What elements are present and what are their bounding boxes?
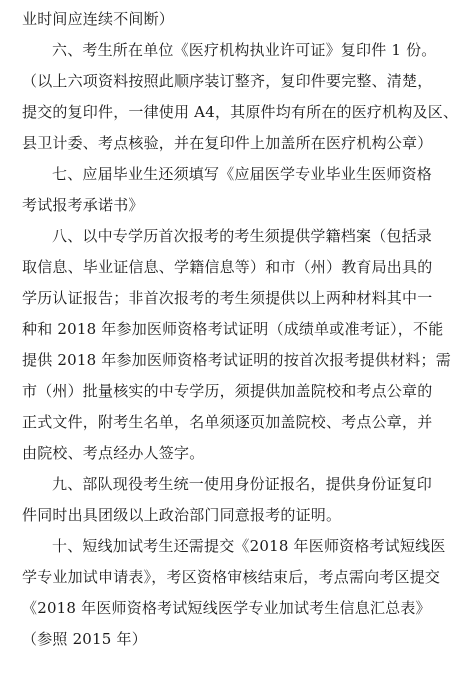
- text-line: 八、以中专学历首次报考的考生须提供学籍档案（包括录: [52, 227, 433, 245]
- text-line: 六、考生所在单位《医疗机构执业许可证》复印件 1 份。: [52, 41, 437, 59]
- text-line: （参照 2015 年）: [22, 630, 147, 648]
- text-line: 学历认证报告；非首次报考的考生须提供以上两种材料其中一: [22, 289, 433, 307]
- text-line: 市（州）批量核实的中专学历，须提供加盖院校和考点公章的: [22, 382, 433, 400]
- text-line: 提交的复印件，一律使用 A4，其原件均有所在的医疗机构及区、: [22, 103, 459, 121]
- text-line: 县卫计委、考点核验，并在复印件上加盖所在医疗机构公章）: [22, 134, 433, 152]
- text-line: 种和 2018 年参加医师资格考试证明（成绩单或准考证），不能: [22, 320, 444, 338]
- text-line: 件同时出具团级以上政治部门同意报考的证明。: [22, 506, 342, 524]
- text-line: 九、部队现役考生统一使用身份证报名，提供身份证复印: [52, 475, 433, 493]
- text-line: 七、应届毕业生还须填写《应届医学专业毕业生医师资格: [52, 165, 433, 183]
- text-line: 业时间应连续不间断）: [22, 10, 175, 28]
- document-body: [22, 4, 459, 655]
- text-line: 学专业加试申请表》，考区资格审核结束后，考点需向考区提交: [22, 568, 441, 586]
- text-line: （以上六项资料按照此顺序装订整齐，复印件要完整、清楚，: [22, 72, 433, 90]
- text-line: 正式文件，附考生名单，名单须逐页加盖院校、考点公章，并: [22, 413, 433, 431]
- text-line: 取信息、毕业证信息、学籍信息等）和市（州）教育局出具的: [22, 258, 433, 276]
- text-line: 由院校、考点经办人签字。: [22, 444, 205, 462]
- text-line: 提供 2018 年参加医师资格考试证明的按首次报考提供材料；需: [22, 351, 451, 369]
- text-line: 十、短线加试考生还需提交《2018 年医师资格考试短线医: [52, 537, 446, 555]
- text-line: 考试报考承诺书》: [22, 196, 144, 214]
- text-line: 《2018 年医师资格考试短线医学专业加试考生信息汇总表》: [22, 599, 431, 617]
